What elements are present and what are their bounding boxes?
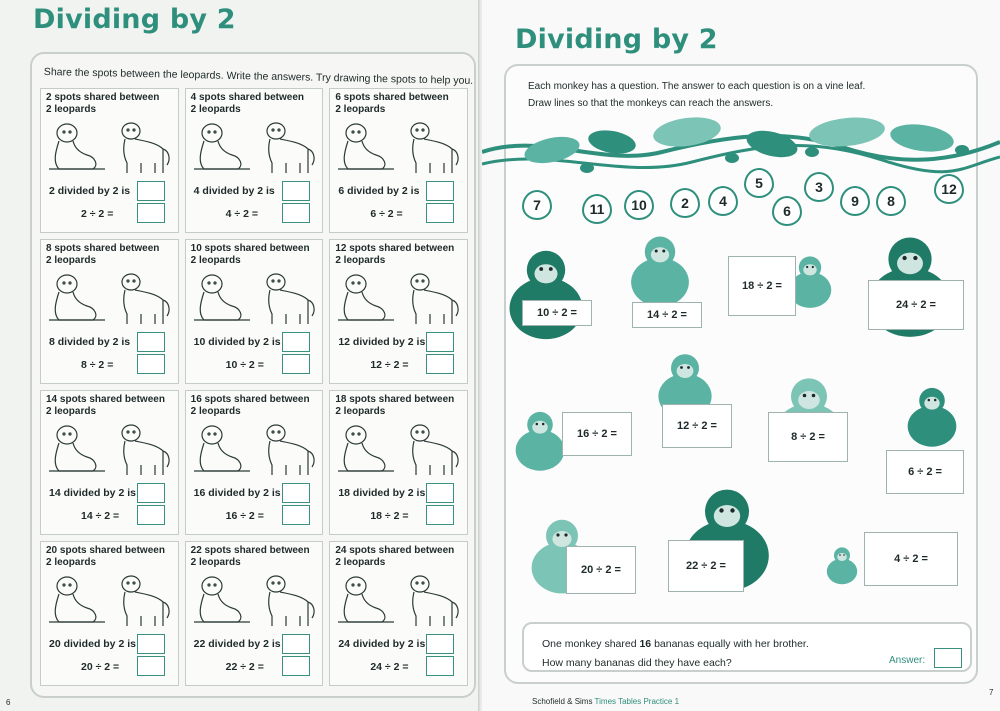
cell-heading-line-1: 4 spots shared between [190, 92, 305, 103]
monkey-illustration [822, 540, 862, 590]
answer-box[interactable] [282, 505, 310, 525]
leopard-cell [329, 239, 468, 384]
cell-heading-line-2: 2 leopards [46, 406, 97, 417]
divided-by-text: 10 divided by 2 is [193, 336, 281, 348]
answer-leaf[interactable]: 4 [708, 186, 738, 216]
divided-by-text: 24 divided by 2 is [338, 638, 426, 650]
division-equation: 20 ÷ 2 = [81, 661, 120, 673]
divided-by-text: 16 divided by 2 is [193, 487, 281, 499]
left-page-number: 6 [6, 698, 11, 707]
answer-box[interactable] [282, 181, 310, 201]
cell-heading-line-1: 20 spots shared between [46, 545, 165, 556]
answer-box[interactable] [137, 203, 165, 223]
word-problem-line-2: How many bananas did they have each? [542, 657, 732, 669]
right-page [482, 0, 1000, 711]
divided-by-text: 22 divided by 2 is [193, 638, 281, 650]
leopard-cell [185, 390, 324, 535]
answer-box[interactable] [137, 483, 165, 503]
division-equation: 16 ÷ 2 = [225, 510, 264, 522]
cell-heading [46, 545, 173, 569]
leopard-cell [329, 541, 468, 686]
divided-by-text: 14 divided by 2 is [49, 487, 136, 499]
cell-heading [335, 545, 462, 569]
division-equation: 6 ÷ 2 = [370, 208, 403, 220]
cell-heading-line-1: 10 spots shared between [190, 243, 310, 254]
cell-heading [335, 92, 462, 116]
answer-box[interactable] [282, 332, 310, 352]
answer-box[interactable] [282, 483, 310, 503]
word-problem [522, 622, 972, 672]
answer-box[interactable] [282, 354, 310, 374]
leopard-worksheet [30, 52, 476, 698]
divided-by-text: 8 divided by 2 is [49, 336, 131, 348]
worksheet-instruction: Share the spots between the leopards. Write the answers. Try drawing the spots to help you. [43, 66, 474, 87]
cell-heading-line-2: 2 leopards [190, 104, 241, 115]
gorilla-illustration [498, 228, 594, 358]
question-card: 8 ÷ 2 = [768, 412, 848, 462]
cell-heading-line-1: 18 spots shared between [335, 394, 455, 405]
cell-heading-line-2: 2 leopards [46, 255, 97, 266]
cell-heading [191, 243, 318, 267]
answer-box[interactable] [282, 203, 310, 223]
question-card: 18 ÷ 2 = [728, 256, 796, 316]
cell-heading-line-1: 22 spots shared between [190, 545, 310, 556]
answer-box[interactable] [426, 181, 454, 201]
answer-leaf[interactable]: 6 [772, 196, 802, 226]
word-problem-line-1: One monkey shared 16 bananas equally with her brother. [542, 638, 809, 650]
answer-box[interactable] [426, 483, 454, 503]
leopard-cell [40, 88, 179, 233]
cell-heading-line-1: 2 spots shared between [46, 92, 160, 103]
left-page [0, 0, 480, 711]
answer-box[interactable] [137, 505, 165, 525]
divided-by-text: 20 divided by 2 is [49, 638, 136, 650]
answer-leaf[interactable]: 7 [522, 190, 552, 220]
division-equation: 12 ÷ 2 = [370, 359, 409, 371]
leopard-cell [185, 541, 324, 686]
divided-by-text: 2 divided by 2 is [49, 185, 131, 197]
answer-leaf[interactable]: 11 [582, 194, 612, 224]
division-equation: 14 ÷ 2 = [81, 510, 120, 522]
division-equation: 4 ÷ 2 = [225, 208, 258, 220]
activity-instruction-1: Each monkey has a question. The answer to each question is on a vine leaf. [528, 81, 866, 92]
answer-box[interactable] [426, 332, 454, 352]
question-card: 14 ÷ 2 = [632, 302, 702, 328]
right-page-title: Dividing by 2 [515, 24, 718, 55]
answer-box[interactable] [426, 634, 454, 654]
answer-box[interactable] [426, 203, 454, 223]
activity-instruction-2: Draw lines so that the monkeys can reach the answers. [528, 98, 774, 109]
cell-heading-line-2: 2 leopards [335, 104, 386, 115]
cell-heading-line-1: 12 spots shared between [335, 243, 455, 254]
divided-by-text: 18 divided by 2 is [338, 487, 426, 499]
cell-heading [46, 243, 173, 267]
question-card: 6 ÷ 2 = [886, 450, 964, 494]
answer-leaf[interactable]: 9 [840, 186, 870, 216]
cell-heading [191, 92, 318, 116]
cell-heading-line-2: 2 leopards [190, 406, 241, 417]
leopard-cell [329, 390, 468, 535]
footer-brand: Schofield & Sims [532, 697, 593, 706]
leopard-cell [40, 541, 179, 686]
answer-leaf[interactable]: 2 [670, 188, 700, 218]
divided-by-text: 4 divided by 2 is [193, 185, 275, 197]
question-card: 20 ÷ 2 = [566, 546, 636, 594]
answer-box[interactable] [282, 656, 310, 676]
answer-leaf[interactable]: 12 [934, 174, 964, 204]
left-page-title: Dividing by 2 [33, 4, 236, 35]
leopard-cell [40, 390, 179, 535]
footer-series: Times Tables Practice 1 [594, 697, 680, 706]
cell-heading-line-2: 2 leopards [46, 104, 97, 115]
cell-heading-line-2: 2 leopards [335, 557, 386, 568]
cell-heading-line-2: 2 leopards [46, 557, 97, 568]
answer-box[interactable] [282, 634, 310, 654]
answer-leaf[interactable]: 8 [876, 186, 906, 216]
answer-box[interactable] [426, 505, 454, 525]
cell-heading [191, 394, 318, 418]
leopard-cell [185, 88, 324, 233]
leopard-grid [40, 88, 468, 686]
cell-heading-line-2: 2 leopards [190, 557, 241, 568]
vine-illustration [482, 112, 1000, 222]
answer-box[interactable] [426, 354, 454, 374]
cell-heading-line-1: 14 spots shared between [46, 394, 165, 405]
cell-heading [46, 92, 173, 116]
division-equation: 2 ÷ 2 = [81, 208, 114, 220]
ape-illustration [622, 230, 698, 310]
cell-heading [335, 394, 462, 418]
divided-by-text: 12 divided by 2 is [338, 336, 426, 348]
page-footer [532, 697, 679, 706]
answer-box[interactable] [934, 648, 962, 668]
answer-box[interactable] [137, 656, 165, 676]
cell-heading-line-2: 2 leopards [335, 255, 386, 266]
question-card: 22 ÷ 2 = [668, 540, 744, 592]
answer-leaf[interactable]: 5 [744, 168, 774, 198]
cell-heading-line-2: 2 leopards [190, 255, 241, 266]
answer-box[interactable] [137, 354, 165, 374]
answer-box[interactable] [137, 181, 165, 201]
cell-heading-line-1: 24 spots shared between [335, 545, 455, 556]
cell-heading [46, 394, 173, 418]
leopard-cell [40, 239, 179, 384]
cell-heading-line-1: 6 spots shared between [335, 92, 449, 103]
cell-heading [335, 243, 462, 267]
question-card: 4 ÷ 2 = [864, 532, 958, 586]
divided-by-text: 6 divided by 2 is [338, 185, 420, 197]
leopard-cell [185, 239, 324, 384]
cell-heading-line-1: 8 spots shared between [46, 243, 160, 254]
cell-heading-line-1: 16 spots shared between [190, 394, 310, 405]
question-card: 10 ÷ 2 = [522, 300, 592, 326]
cell-heading [191, 545, 318, 569]
division-equation: 18 ÷ 2 = [370, 510, 409, 522]
answer-leaf[interactable]: 10 [624, 190, 654, 220]
question-card: 12 ÷ 2 = [662, 404, 732, 448]
question-card: 24 ÷ 2 = [868, 280, 964, 330]
division-equation: 8 ÷ 2 = [81, 359, 114, 371]
division-equation: 22 ÷ 2 = [225, 661, 264, 673]
answer-label: Answer: [889, 655, 926, 666]
division-equation: 24 ÷ 2 = [370, 661, 409, 673]
division-equation: 10 ÷ 2 = [225, 359, 264, 371]
question-card: 16 ÷ 2 = [562, 412, 632, 456]
answer-box[interactable] [137, 332, 165, 352]
answer-box[interactable] [137, 634, 165, 654]
leopard-cell [329, 88, 468, 233]
cell-heading-line-2: 2 leopards [335, 406, 386, 417]
monkey-illustration [900, 376, 964, 456]
answer-leaf[interactable]: 3 [804, 172, 834, 202]
answer-box[interactable] [426, 656, 454, 676]
right-page-number: 7 [989, 688, 994, 697]
